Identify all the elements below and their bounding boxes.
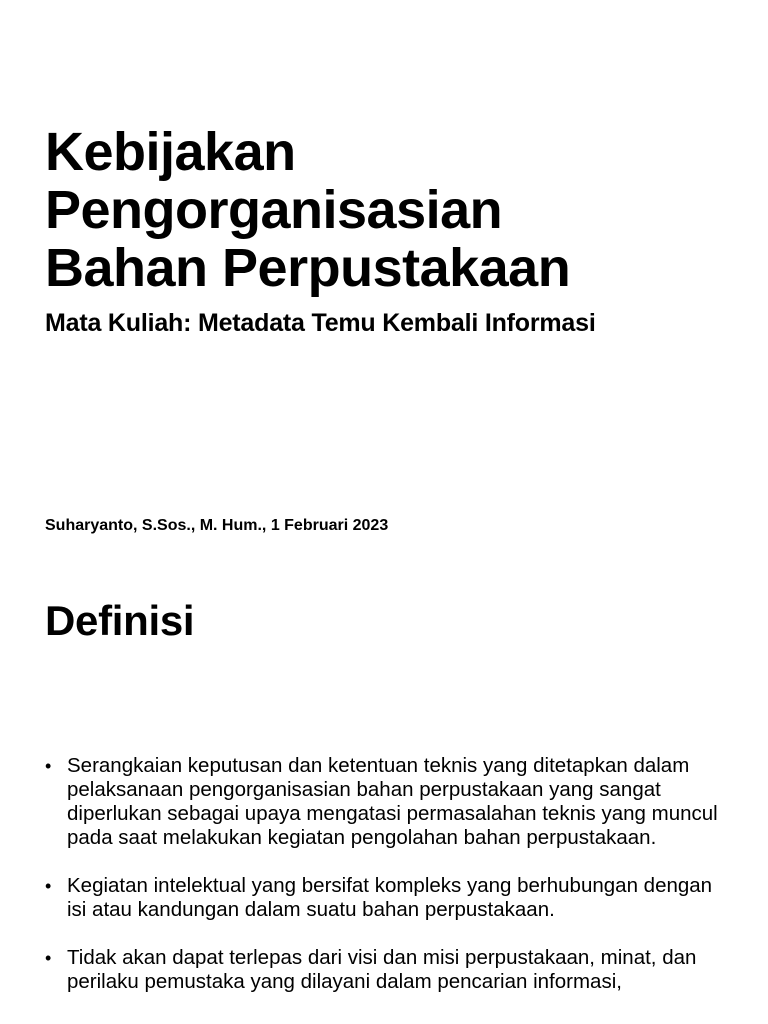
bullet-icon: • (45, 948, 52, 968)
slide-title-line: Kebijakan (45, 122, 296, 182)
list-item-text: Serangkaian keputusan dan ketentuan teknis yang ditetapkan dalam pelaksanaan pengorganisasian bahan perpustakaan yang sangat diperlukan sebagai upaya mengatasi permasalahan teknis yang muncul pada saat melakukan kegiatan pengolahan bahan perpustakaan. (67, 754, 718, 849)
list-item-text: Tidak akan dapat terlepas dari visi dan misi perpustakaan, minat, dan perilaku pemustaka yang dilayani dalam pencarian informasi, (67, 946, 697, 993)
bullet-icon: • (45, 876, 52, 896)
slide-title (45, 123, 745, 297)
list-item-text: Kegiatan intelektual yang bersifat kompleks yang berhubungan dengan isi atau kandungan dalam suatu bahan perpustakaan. (67, 874, 713, 921)
list-item (45, 754, 735, 850)
section-title: Definisi (45, 597, 195, 644)
slide-title-line: Pengorganisasian (45, 180, 503, 240)
bullet-icon: • (45, 756, 52, 776)
slide-title-line: Bahan Perpustakaan (45, 238, 571, 298)
list-item (45, 874, 735, 922)
definition-list (45, 754, 735, 1018)
list-item (45, 946, 735, 994)
slide-subtitle: Mata Kuliah: Metadata Temu Kembali Informasi (45, 309, 596, 337)
author-date: Suharyanto, S.Sos., M. Hum., 1 Februari 2023 (45, 517, 389, 534)
